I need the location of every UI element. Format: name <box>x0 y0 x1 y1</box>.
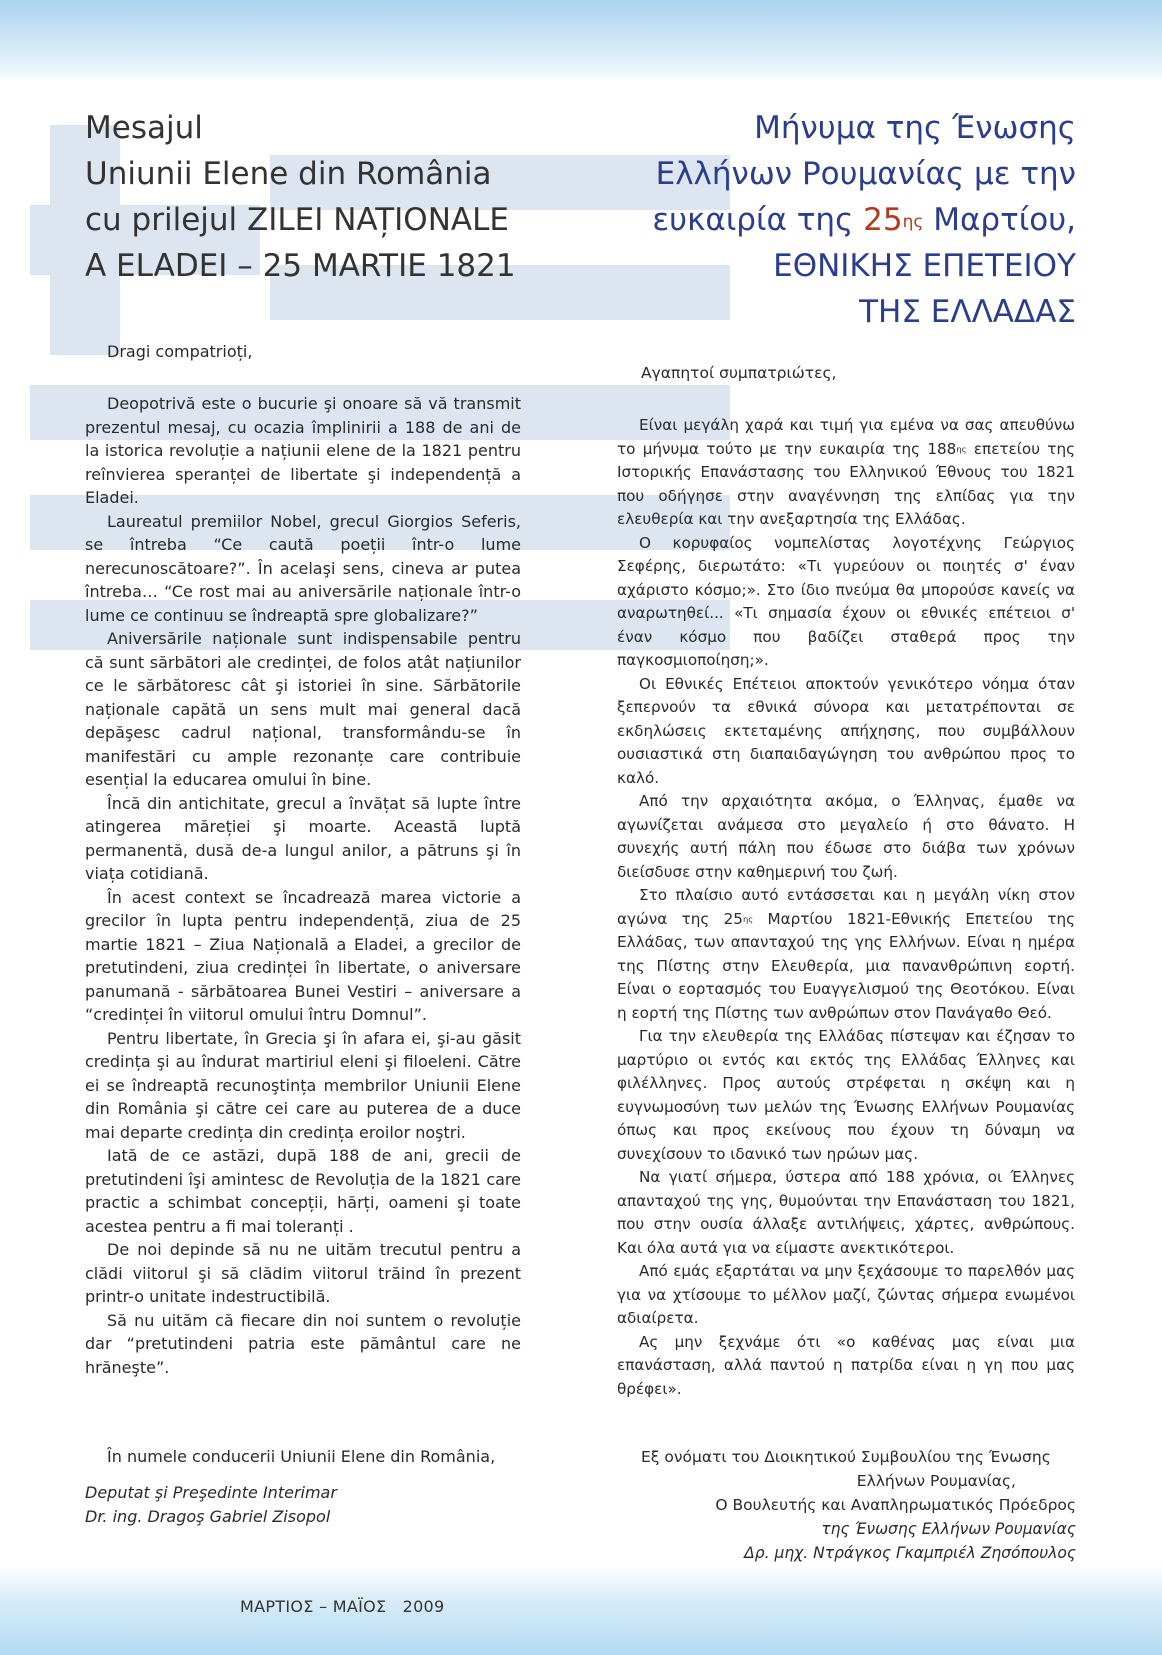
greek-title-line: ΤΗΣ ΕΛΛΑΔΑΣ <box>859 294 1076 330</box>
romanian-body <box>85 392 521 1379</box>
greek-title-text: ευκαιρία της <box>652 202 864 238</box>
greek-title-date-number: 25 <box>863 202 903 238</box>
greek-paragraph: Οι Εθνικές Επέτειοι αποκτούν γενικότερο νόημα όταν ξεπερνούν τα εθνικά σύνορα και μετατρέπονται σε εκδηλώσεις εκτεταμένης απήχησης, που συμβάλλουν ουσιαστικά στη διαπαιδαγώγηση του ανθρώπου προς το καλό. <box>617 674 1075 787</box>
page-footer: ΜΑΡΤΙΟΣ – ΜΑΪΟΣ 2009 <box>240 1597 445 1616</box>
romanian-title <box>85 105 605 289</box>
greek-signature-line: της Ένωσης Ελλήνων Ρουμανίας <box>821 1520 1076 1538</box>
greek-paragraph <box>617 414 1075 532</box>
romanian-paragraph: Să nu uităm că fiecare din noi suntem o revoluție dar “pretutindeni patria este pământul care ne hrăneşte”. <box>85 1310 521 1377</box>
romanian-paragraph: De noi depinde să nu ne uităm trecutul pentru a clădi viitorul şi să clădim viitorul trăind în prezent printr-o unitate indestructibilă. <box>85 1240 521 1306</box>
greek-paragraph: Για την ελευθερία της Ελλάδας πίστεψαν και έζησαν το μαρτύριο οι εντός και εκτός της Ελλάδας Έλληνες και φιλέλληνες. Προς αυτούς στρέφεται η σκέψη και η ευγνωμοσύνη των μελών της Ένωσης Ελλήνων Ρουμανίας όπως και προς εκείνους που έχουν τη δύναμη να συνεχίσουν το ιδανικό των ηρώων μας. <box>617 1027 1075 1163</box>
romanian-paragraph: Aniversările naționale sunt indispensabile pentru că sunt sărbători ale credinței, de folos atât națiunilor ce le sărbătoresc cât şi istoriei în sine. Sărbătorile naționale capătă un sens mult mai general dacă depăşesc cadrul național, transformându-se în manifestări cu ample rezonanțe care contribuie esențial la educarea omului în bine. <box>85 629 521 789</box>
romanian-title-line: Uniunii Elene din România <box>85 156 492 192</box>
greek-paragraph: Να γιατί σήμερα, ύστερα από 188 χρόνια, οι Έλληνες απανταχού της γης, θυμούνται την Επανάσταση του 1821, που στην ουσία άλλαξε αντιλήψεις, χάρτες, ανθρώπους. Και όλα αυτά για να είμαστε ανεκτικότεροι. <box>617 1168 1075 1257</box>
greek-title-line: Ελλήνων Ρουμανίας με την <box>655 156 1076 192</box>
greek-paragraph-text: Είναι μεγάλη χαρά και τιμή για εμένα να σας απευθύνω το μήνυμα τούτο με την ευκαιρία της 188 <box>617 416 1075 458</box>
greek-paragraph: Ο κορυφαίος νομπελίστας λογοτέχνης Γεώργιος Σεφέρης, διερωτάτο: «Τι γυρεύουν οι ποιητές σ' έναν αχάριστο κόσμο;». Στο ίδιο πνεύμα θα μπορούσε κανείς να αναρωτηθεί... «Τι σημασία έχουν οι εθνικές επέτειοι σ' έναν κόσμο που βαδίζει σταθερά προς την παγκοσμιοποίηση;». <box>617 533 1075 669</box>
greek-signature-line: Εξ ονόματι του Διοικητικού Συμβουλίου της Ένωσης <box>641 1448 1051 1466</box>
romanian-paragraph: Încă din antichitate, grecul a învățat să lupte între atingerea măreției şi moarte. Această luptă permanentă, dusă de-a lungul anilor, a pătruns şi în viața cotidiană. <box>85 793 521 883</box>
romanian-paragraph: Iată de ce astăzi, după 188 de ani, grecii de pretutindeni îşi amintesc de Revoluția de la 1821 care practic a schimbat concepții, hărți, oameni şi toate acestea pentru a fi mai toleranți . <box>85 1146 521 1236</box>
greek-paragraph <box>617 884 1075 1025</box>
romanian-title-line: cu prilejul ZILEI NAȚIONALE <box>85 202 509 238</box>
greek-paragraph: Από εμάς εξαρτάται να μην ξεχάσουμε το παρελθόν μας για να χτίσουμε το μέλλον μαζί, ζώντας σήμερα ενωμένοι αδιαίρετα. <box>617 1262 1075 1327</box>
greek-paragraph: Από την αρχαιότητα ακόμα, ο Έλληνας, έμαθε να αγωνίζεται ανάμεσα στο μεγαλείο ή στο θάνατο. Η συνεχής αυτή πάλη που έδωσε στο διάβα των χρόνων διείσδυσε στην καθημερινή του ζωή. <box>617 792 1075 881</box>
ordinal-suffix: ης <box>956 444 967 455</box>
greek-paragraph-text: επετείου της Ιστορικής Επανάστασης του Ελληνικού Έθνους του 1821 που οδήγησε στην αναγέννηση της ελπίδας για την ελευθερία και την ανεξαρτησία της Ελλάδας. <box>617 439 1075 528</box>
greek-paragraph-text: Μαρτίου 1821-Εθνικής Επετείου της Ελλάδας, των απανταχού της γης Ελλήνων. Είναι η ημέρα της Πίστης στην Ελευθερία, μια πανανθρώπινη εορτή. Είναι ο εορτασμός του Ευαγγελισμού της Θεοτόκου. Είναι η εορτή της Πίστης των ανθρώπων στον Πανάγαθο Θεό. <box>617 909 1075 1022</box>
greek-salutation: Αγαπητοί συμπατριώτες, <box>641 364 837 382</box>
bottom-gradient-band <box>0 1565 1162 1655</box>
top-gradient-band <box>0 0 1162 82</box>
greek-signature <box>610 1445 1076 1565</box>
romanian-signature-line: În numele conducerii Uniunii Elene din România, <box>107 1447 496 1466</box>
greek-title-line <box>610 197 1076 243</box>
greek-signature-line: Ο Βουλευτής και Αναπληρωματικός Πρόεδρος <box>715 1496 1076 1514</box>
romanian-title-line: A ELADEI – 25 MARTIE 1821 <box>85 248 516 284</box>
romanian-title-line: Mesajul <box>85 110 203 146</box>
greek-paragraph-text: Στο πλαίσιο αυτό εντάσσεται και η μεγάλη νίκη στον αγώνα της 25 <box>617 886 1075 928</box>
greek-title-date <box>863 202 923 238</box>
greek-paragraph: Ας μην ξεχνάμε ότι «ο καθένας μας είναι μια επανάσταση, αλλά παντού η πατρίδα είναι η γη που μας θρέφει». <box>617 1332 1075 1398</box>
romanian-signature-role: Deputat şi Preşedinte Interimar <box>85 1483 337 1502</box>
romanian-signature-name: Dr. ing. Dragoş Gabriel Zisopol <box>85 1507 331 1526</box>
romanian-salutation: Dragi compatrioți, <box>107 342 253 361</box>
greek-title-date-suffix: ης <box>902 211 924 232</box>
romanian-paragraph: Pentru libertate, în Grecia şi în afara ei, şi-au găsit credința şi au îndurat martiriul eleni şi filoeleni. Către ei se îndreaptă recunoştința membrilor Uniunii Elene din România şi către cei care au puterea de a duce mai departe credința din credința eroilor noştri. <box>85 1028 521 1142</box>
greek-title-line: Μήνυμα της Ένωσης <box>754 110 1076 146</box>
ordinal-suffix: ης <box>742 914 754 925</box>
greek-title <box>610 105 1076 335</box>
greek-title-line: ΕΘΝΙΚΗΣ ΕΠΕΤΕΙΟΥ <box>773 248 1076 284</box>
greek-signature-line: Ελλήνων Ρουμανίας, <box>856 1472 1016 1490</box>
greek-title-text: Μαρτίου, <box>923 202 1076 238</box>
greek-signature-name: Δρ. μηχ. Ντράγκος Γκαμπριέλ Ζησόπουλος <box>744 1544 1076 1562</box>
romanian-signature <box>85 1445 555 1529</box>
romanian-paragraph: Deopotrivă este o bucurie şi onoare să vă transmit prezentul mesaj, cu ocazia împlinirii a 188 de ani de la istorica revoluție a națiunii elene de la 1821 pentru reînvierea speranței de libertate şi independență a Eladei. <box>85 394 521 507</box>
romanian-paragraph: Laureatul premiilor Nobel, grecul Giorgios Seferis, se întreba “Ce caută poeții într-o lume nerecunoscătoare?”. În acelaşi sens, cineva ar putea întreba… “Ce rost mai au aniversările naționale într-o lume ce continuu se îndreaptă spre globalizare?” <box>85 511 521 625</box>
romanian-paragraph: În acest context se încadrează marea victorie a grecilor în lupta pentru independență, ziua de 25 martie 1821 – Ziua Națională a Eladei, a grecilor de pretutindeni, ziua credinței în libertate, o aniversare panumană - sărbătoarea Bunei Vestiri – aniversare a “credinței în viitorul omului întru Domnul”. <box>85 887 521 1024</box>
greek-body <box>617 414 1075 1401</box>
